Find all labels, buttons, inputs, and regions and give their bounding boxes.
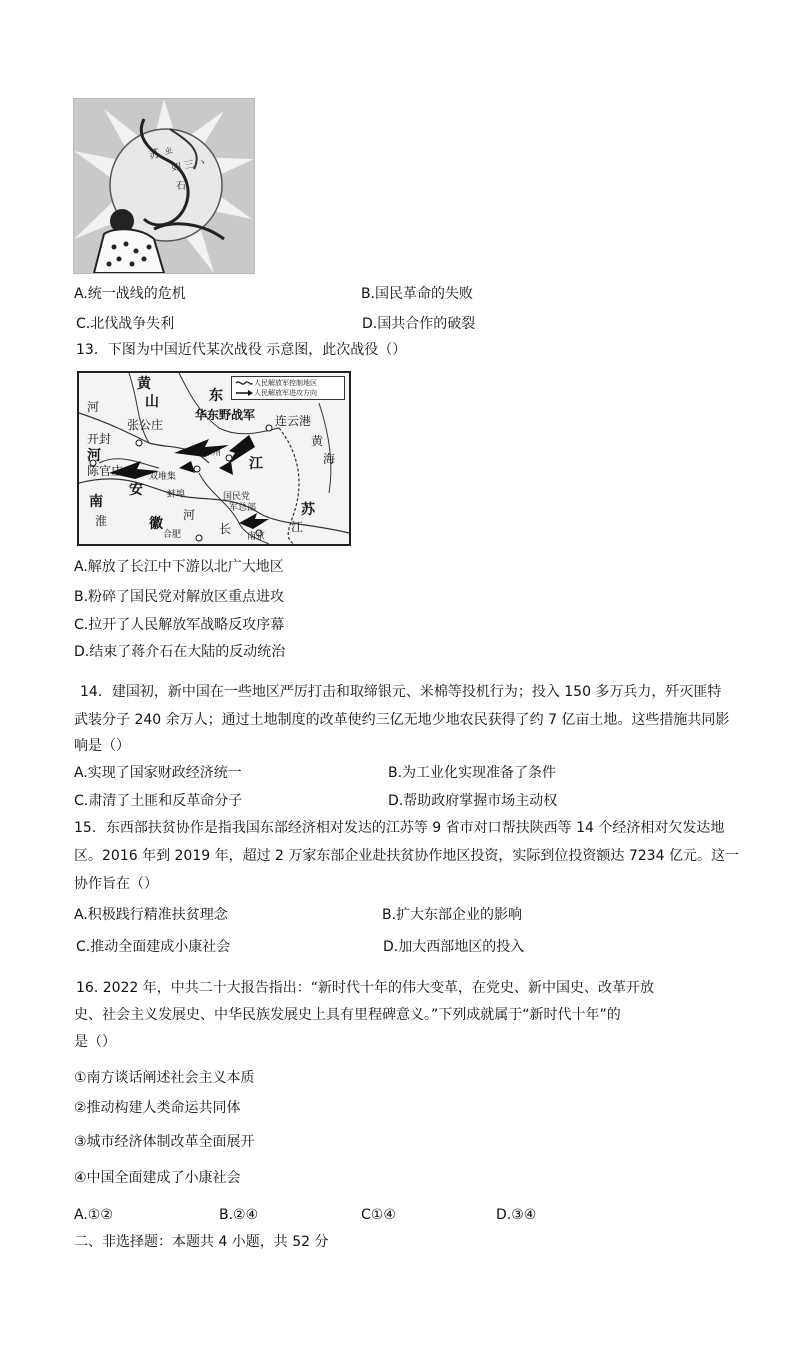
map-label: 华东野战军	[195, 408, 256, 422]
map-label: 南	[89, 494, 103, 510]
q13-stem: 13．下图为中国近代某次战役 示意图，此次战役（）	[76, 342, 407, 358]
q15-stem-line1: 15．东西部扶贫协作是指我国东部经济相对发达的江苏等 9 省市对口帮扶陕西等 14 个经济相对欠发达地	[74, 820, 725, 836]
svg-text:石: 石	[176, 181, 186, 192]
map-label: 张公庄	[127, 418, 164, 432]
q15-option-d: D.加大西部地区的投入	[383, 939, 525, 955]
q14-option-b: B.为工业化实现准备了条件	[388, 765, 557, 781]
map-label: 山	[145, 394, 159, 410]
q16-option-d: D.③④	[496, 1207, 537, 1223]
map-label: 双堆集	[149, 472, 177, 482]
legend-area-label: 人民解放军控制地区	[254, 379, 317, 387]
q15-option-c: C.推动全面建成小康社会	[76, 939, 231, 955]
q15-stem-line3: 协作旨在（）	[74, 876, 158, 892]
cartoon-drawing	[74, 99, 254, 273]
map-label: 河	[87, 400, 100, 414]
q16-item-1: ①南方谈话阐述社会主义本质	[74, 1070, 255, 1086]
legend-symbols	[234, 377, 254, 399]
q12-option-c: C.北伐战争失利	[76, 316, 175, 332]
q14-stem-line3: 响是（）	[74, 738, 130, 754]
map-label: 南京	[247, 532, 266, 542]
map-label: 苏	[301, 502, 315, 518]
q13-option-c: C.拉开了人民解放军战略反攻序幕	[74, 617, 285, 633]
map-label: 长	[219, 522, 232, 536]
q13-option-d: D.结束了蒋介石在大陆的反动统治	[74, 644, 286, 660]
q14-stem-line2: 武装分子 240 余万人；通过土地制度的改革使约三亿无地少地农民获得了约 7 亿亩土地。这些措施共同影	[74, 712, 730, 728]
map-label: 淮	[95, 514, 108, 528]
q16-stem-line2: 史、社会主义发展史、中华民族发展史上具有里程碑意义。”下列成就属于“新时代十年”的	[74, 1007, 621, 1023]
map-legend	[231, 376, 345, 400]
map-label: 江	[249, 456, 263, 472]
map-label: 连云港	[275, 414, 312, 428]
q14-option-c: C.肃清了土匪和反革命分子	[74, 793, 243, 809]
q15-stem-line2: 区。2016 年到 2019 年，超过 2 万家东部企业赴扶贫协作地区投资，实际到位投资额达 7234 亿元。这一	[74, 848, 739, 864]
map-label: 河	[183, 508, 196, 522]
svg-text:如 三 ヽ: 如 三 ヽ	[170, 156, 209, 174]
map-label: 蚌埠	[167, 490, 186, 500]
map-label: 陈官庄	[87, 464, 124, 478]
q14-stem-line1: 14．建国初，新中国在一些地区严厉打击和取缔银元、米棉等投机行为；投入 150 多万兵力，歼灭匪特	[80, 684, 722, 700]
q12-option-d: D.国共合作的破裂	[362, 316, 476, 332]
map-label: 国民党	[223, 492, 251, 502]
map-label: 军总部	[229, 503, 257, 513]
map-label: 开封	[87, 432, 112, 446]
map-label: 合肥	[163, 530, 182, 540]
map-label: 安	[129, 482, 143, 498]
q16-option-c: C①④	[361, 1207, 396, 1223]
q12-option-b: B.国民革命的失败	[361, 286, 474, 302]
q16-stem-line1: 16. 2022 年，中共二十大报告指出：“新时代十年的伟大变革，在党史、新中国史、改革开放	[76, 980, 655, 996]
q12-option-a: A.统一战线的危机	[74, 286, 186, 302]
map-label: 徐州	[203, 448, 222, 458]
map-label: 黄	[311, 434, 324, 448]
battle-map	[77, 371, 351, 546]
q15-option-a: A.积极践行精准扶贫理念	[74, 907, 228, 923]
map-label: 徽	[149, 516, 163, 532]
map-label: 江	[291, 520, 304, 534]
q15-option-b: B.扩大东部企业的影响	[382, 907, 523, 923]
q16-item-4: ④中国全面建成了小康社会	[74, 1170, 241, 1186]
map-label: 海	[323, 452, 336, 466]
q13-option-a: A.解放了长江中下游以北广大地区	[74, 559, 284, 575]
map-label: 黄	[137, 376, 151, 392]
q16-item-3: ③城市经济体制改革全面展开	[74, 1134, 255, 1150]
legend-arrow-label: 人民解放军进攻方向	[254, 389, 317, 397]
section-heading: 二、非选择题：本题共 4 小题，共 52 分	[74, 1234, 329, 1250]
q14-option-d: D.帮助政府掌握市场主动权	[388, 793, 558, 809]
q14-option-a: A.实现了国家财政经济统一	[74, 765, 242, 781]
map-label: 东	[209, 388, 223, 404]
q16-stem-line3: 是（）	[74, 1034, 116, 1050]
cartoon-image	[73, 98, 255, 274]
q16-item-2: ②推动构建人类命运共同体	[74, 1100, 241, 1116]
svg-text:苏 ㄓ: 苏 ㄓ	[147, 142, 176, 162]
map-label: 河	[87, 448, 101, 464]
q16-option-b: B.②④	[219, 1207, 259, 1223]
q13-option-b: B.粉碎了国民党对解放区重点进攻	[74, 589, 285, 605]
q16-option-a: A.①②	[74, 1207, 113, 1223]
